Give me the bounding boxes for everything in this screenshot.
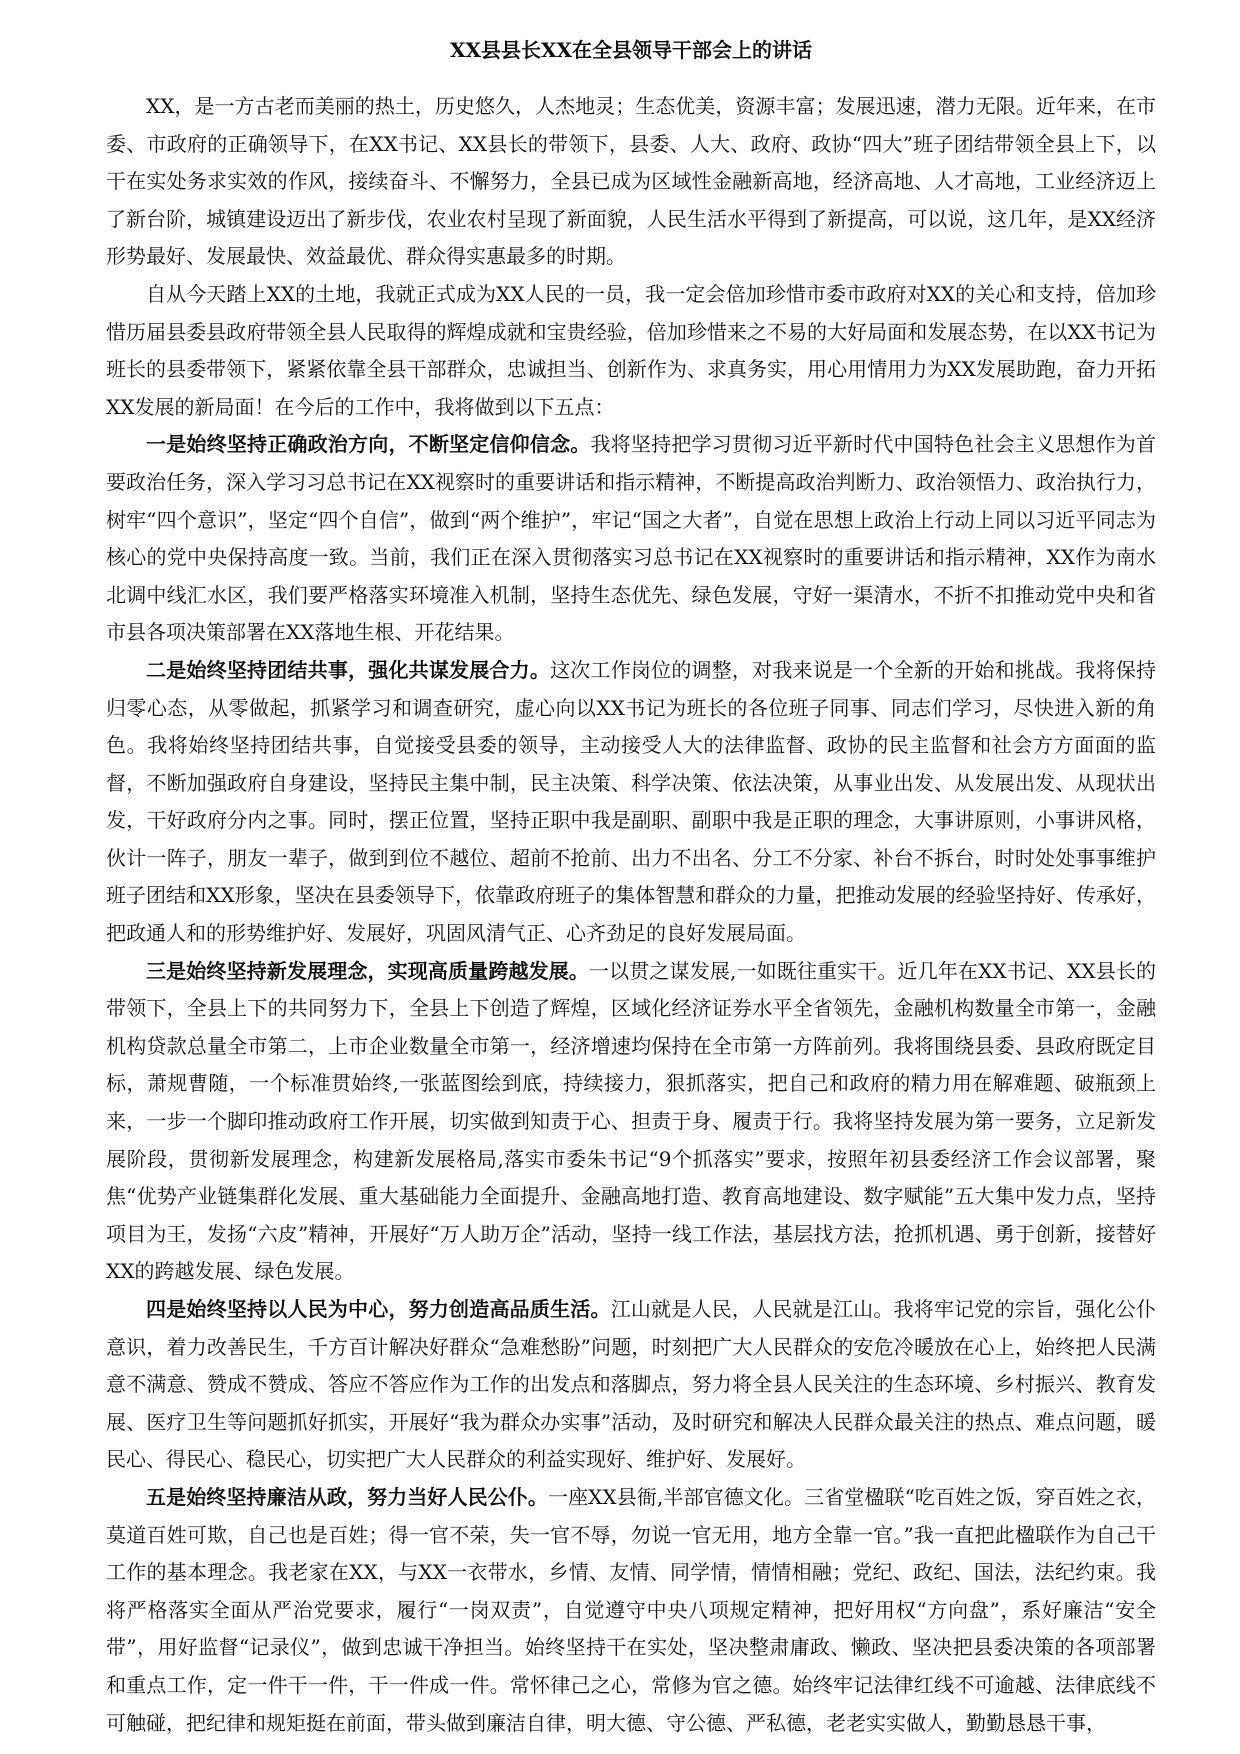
paragraph-point-4	[106, 1291, 1156, 1479]
paragraph-text: 这次工作岗位的调整，对我来说是一个全新的开始和挑战。我将保持归零心态，从零做起，抓紧学习和调查研究，虚心向以XX书记为班长的各位班子同事、同志们学习，尽快进入新的角色。我将始终坚持团结共事，自觉接受县委的领导，主动接受人大的法律监督、政协的民主监督和社会方方面面的监督，不断加强政府自身建设，坚持民主集中制，民主决策、科学决策、依法决策，从事业出发、从发展出发、从现状出发，干好政府分内之事。同时，摆正位置，坚持正职中我是副职、副职中我是正职的理念，大事讲原则，小事讲风格，伙计一阵子，朋友一辈子，做到到位不越位、超前不抢前、出力不出名、分工不分家、补台不拆台，时时处处事事维护班子团结和XX形象，坚决在县委领导下，依靠政府班子的集体智慧和群众的力量，把推动发展的经验坚持好、传承好，把政通人和的形势维护好、发展好，巩固风清气正、心齐劲足的良好发展局面。	[106, 657, 1157, 946]
paragraph-point-5	[106, 1479, 1156, 1742]
document-title: XX县县长XX在全县领导干部会上的讲话	[449, 38, 813, 62]
paragraph-point-3	[106, 953, 1156, 1291]
paragraph-point-1	[106, 426, 1156, 652]
paragraph-lead: 五是始终坚持廉洁从政，努力当好人民公仆。	[146, 1484, 548, 1509]
document-page	[106, 30, 1156, 1742]
paragraph-lead: 四是始终坚持以人民为中心，努力创造高品质生活。	[146, 1297, 611, 1321]
paragraph-text: 自从今天踏上XX的土地，我就正式成为XX人民的一员，我一定会倍加珍惜市委市政府对XX的关心和支持，倍加珍惜历届县委县政府带领全县人民取得的辉煌成就和宝贵经验，倍加珍惜来之不易的大好局面和发展态势，在以XX书记为班长的县委带领下，紧紧依靠全县干部群众，忠诚担当、创新作为、求真务实，用心用情用力为XX发展助跑，奋力开拓XX发展的新局面！在今后的工作中，我将做到以下五点：	[106, 281, 1156, 419]
paragraph-lead: 一是始终坚持正确政治方向，不断坚定信仰信念。	[146, 432, 591, 457]
paragraph-text: 一座XX县衙,半部官德文化。三省堂楹联“吃百姓之饭，穿百姓之衣，莫道百姓可欺，自己也是百姓；得一官不荣，失一官不辱，勿说一官无用，地方全靠一官。”我一直把此楹联作为自己干工作的基本理念。我老家在XX，与XX一衣带水，乡情、友情、同学情，情情相融；党纪、政纪、国法，法纪约束。我将严格落实全面从严治党要求，履行“一岗双责”，自觉遵守中央八项规定精神，把好用权“方向盘”，系好廉洁“安全带”，用好监督“记录仪”，做到忠诚干净担当。始终坚持干在实处，坚决整肃庸政、懒政、坚决把县委决策的各项部署和重点工作，定一件干一件，干一件成一件。常怀律己之心，常修为官之德。始终牢记法律红线不可逾越、法律底线不可触碰，把纪律和规矩挺在前面，带头做到廉洁自律，明大德、守公德、严私德，老老实实做人，勤勤恳恳干事，	[106, 1484, 1157, 1735]
paragraph-text: XX，是一方古老而美丽的热土，历史悠久，人杰地灵；生态优美，资源丰富；发展迅速，潜力无限。近年来，在市委、市政府的正确领导下，在XX书记、XX县长的带领下，县委、人大、政府、政协“四大”班子团结带领全县上下，以干在实处务求实效的作风，接续奋斗、不懈努力，全县已成为区域性金融新高地，经济高地、人才高地，工业经济迈上了新台阶，城镇建设迈出了新步伐，农业农村呈现了新面貌，人民生活水平得到了新提高，可以说，这几年，是XX经济形势最好、发展最快、效益最优、群众得实惠最多的时期。	[106, 94, 1156, 269]
paragraph-text: 我将坚持把学习贯彻习近平新时代中国特色社会主义思想作为首要政治任务，深入学习习总书记在XX视察时的重要讲话和指示精神，不断提高政治判断力、政治领悟力、政治执行力，树牢“四个意识”，坚定“四个自信”，做到“两个维护”，牢记“国之大者”，自觉在思想上政治上行动上同以习近平同志为核心的党中央保持高度一致。当前，我们正在深入贯彻落实习总书记在XX视察时的重要讲话和指示精神，XX作为南水北调中线汇水区，我们要严格落实环境准入机制，坚持生态优先、绿色发展，守好一渠清水，不折不扣推动党中央和省市县各项决策部署在XX落地生根、开花结果。	[106, 432, 1157, 645]
paragraph-intro	[106, 88, 1156, 276]
paragraph-text: 一以贯之谋发展,一如既往重实干。近几年在XX书记、XX县长的带领下，全县上下的共同努力下，全县上下创造了辉煌，区域化经济证券水平全省领先，金融机构数量全市第一，金融机构贷款总量全市第二，上市企业数量全市第一，经济增速均保持在全市第一方阵前列。我将围绕县委、县政府既定目标，萧规曹随，一个标准贯始终,一张蓝图绘到底，持续接力，狠抓落实，把自己和政府的精力用在解难题、破瓶颈上来，一步一个脚印推动政府工作开展，切实做到知责于心、担责于身、履责于行。我将坚持发展为第一要务，立足新发展阶段，贯彻新发展理念，构建新发展格局,落实市委朱书记“9个抓落实”要求，按照年初县委经济工作会议部署，聚焦“优势产业链集群化发展、重大基础能力全面提升、金融高地打造、教育高地建设、数字赋能”五大集中发力点，坚持项目为王，发扬“六皮”精神，开展好“万人助万企”活动，坚持一线工作法，基层找方法，抢抓机遇、勇于创新，接替好XX的跨越发展、绿色发展。	[106, 958, 1157, 1284]
paragraph-lead: 二是始终坚持团结共事，强化共谋发展合力。	[146, 657, 551, 682]
paragraph-pledge	[106, 276, 1156, 426]
paragraph-point-2	[106, 652, 1156, 953]
paragraph-lead: 三是始终坚持新发展理念，实现高质量跨越发展。	[146, 958, 590, 983]
paragraph-text: 江山就是人民，人民就是江山。我将牢记党的宗旨，强化公仆意识，着力改善民生，千方百计解决好群众“急难愁盼”问题，时刻把广大人民群众的安危冷暖放在心上，始终把人民满意不满意、赞成不赞成、答应不答应作为工作的出发点和落脚点，努力将全县人民关注的生态环境、乡村振兴、教育发展、医疗卫生等问题抓好抓实，开展好“我为群众办实事”活动，及时研究和解决人民群众最关注的热点、难点问题，暖民心、得民心、稳民心，切实把广大人民群众的利益实现好、维护好、发展好。	[106, 1297, 1157, 1472]
